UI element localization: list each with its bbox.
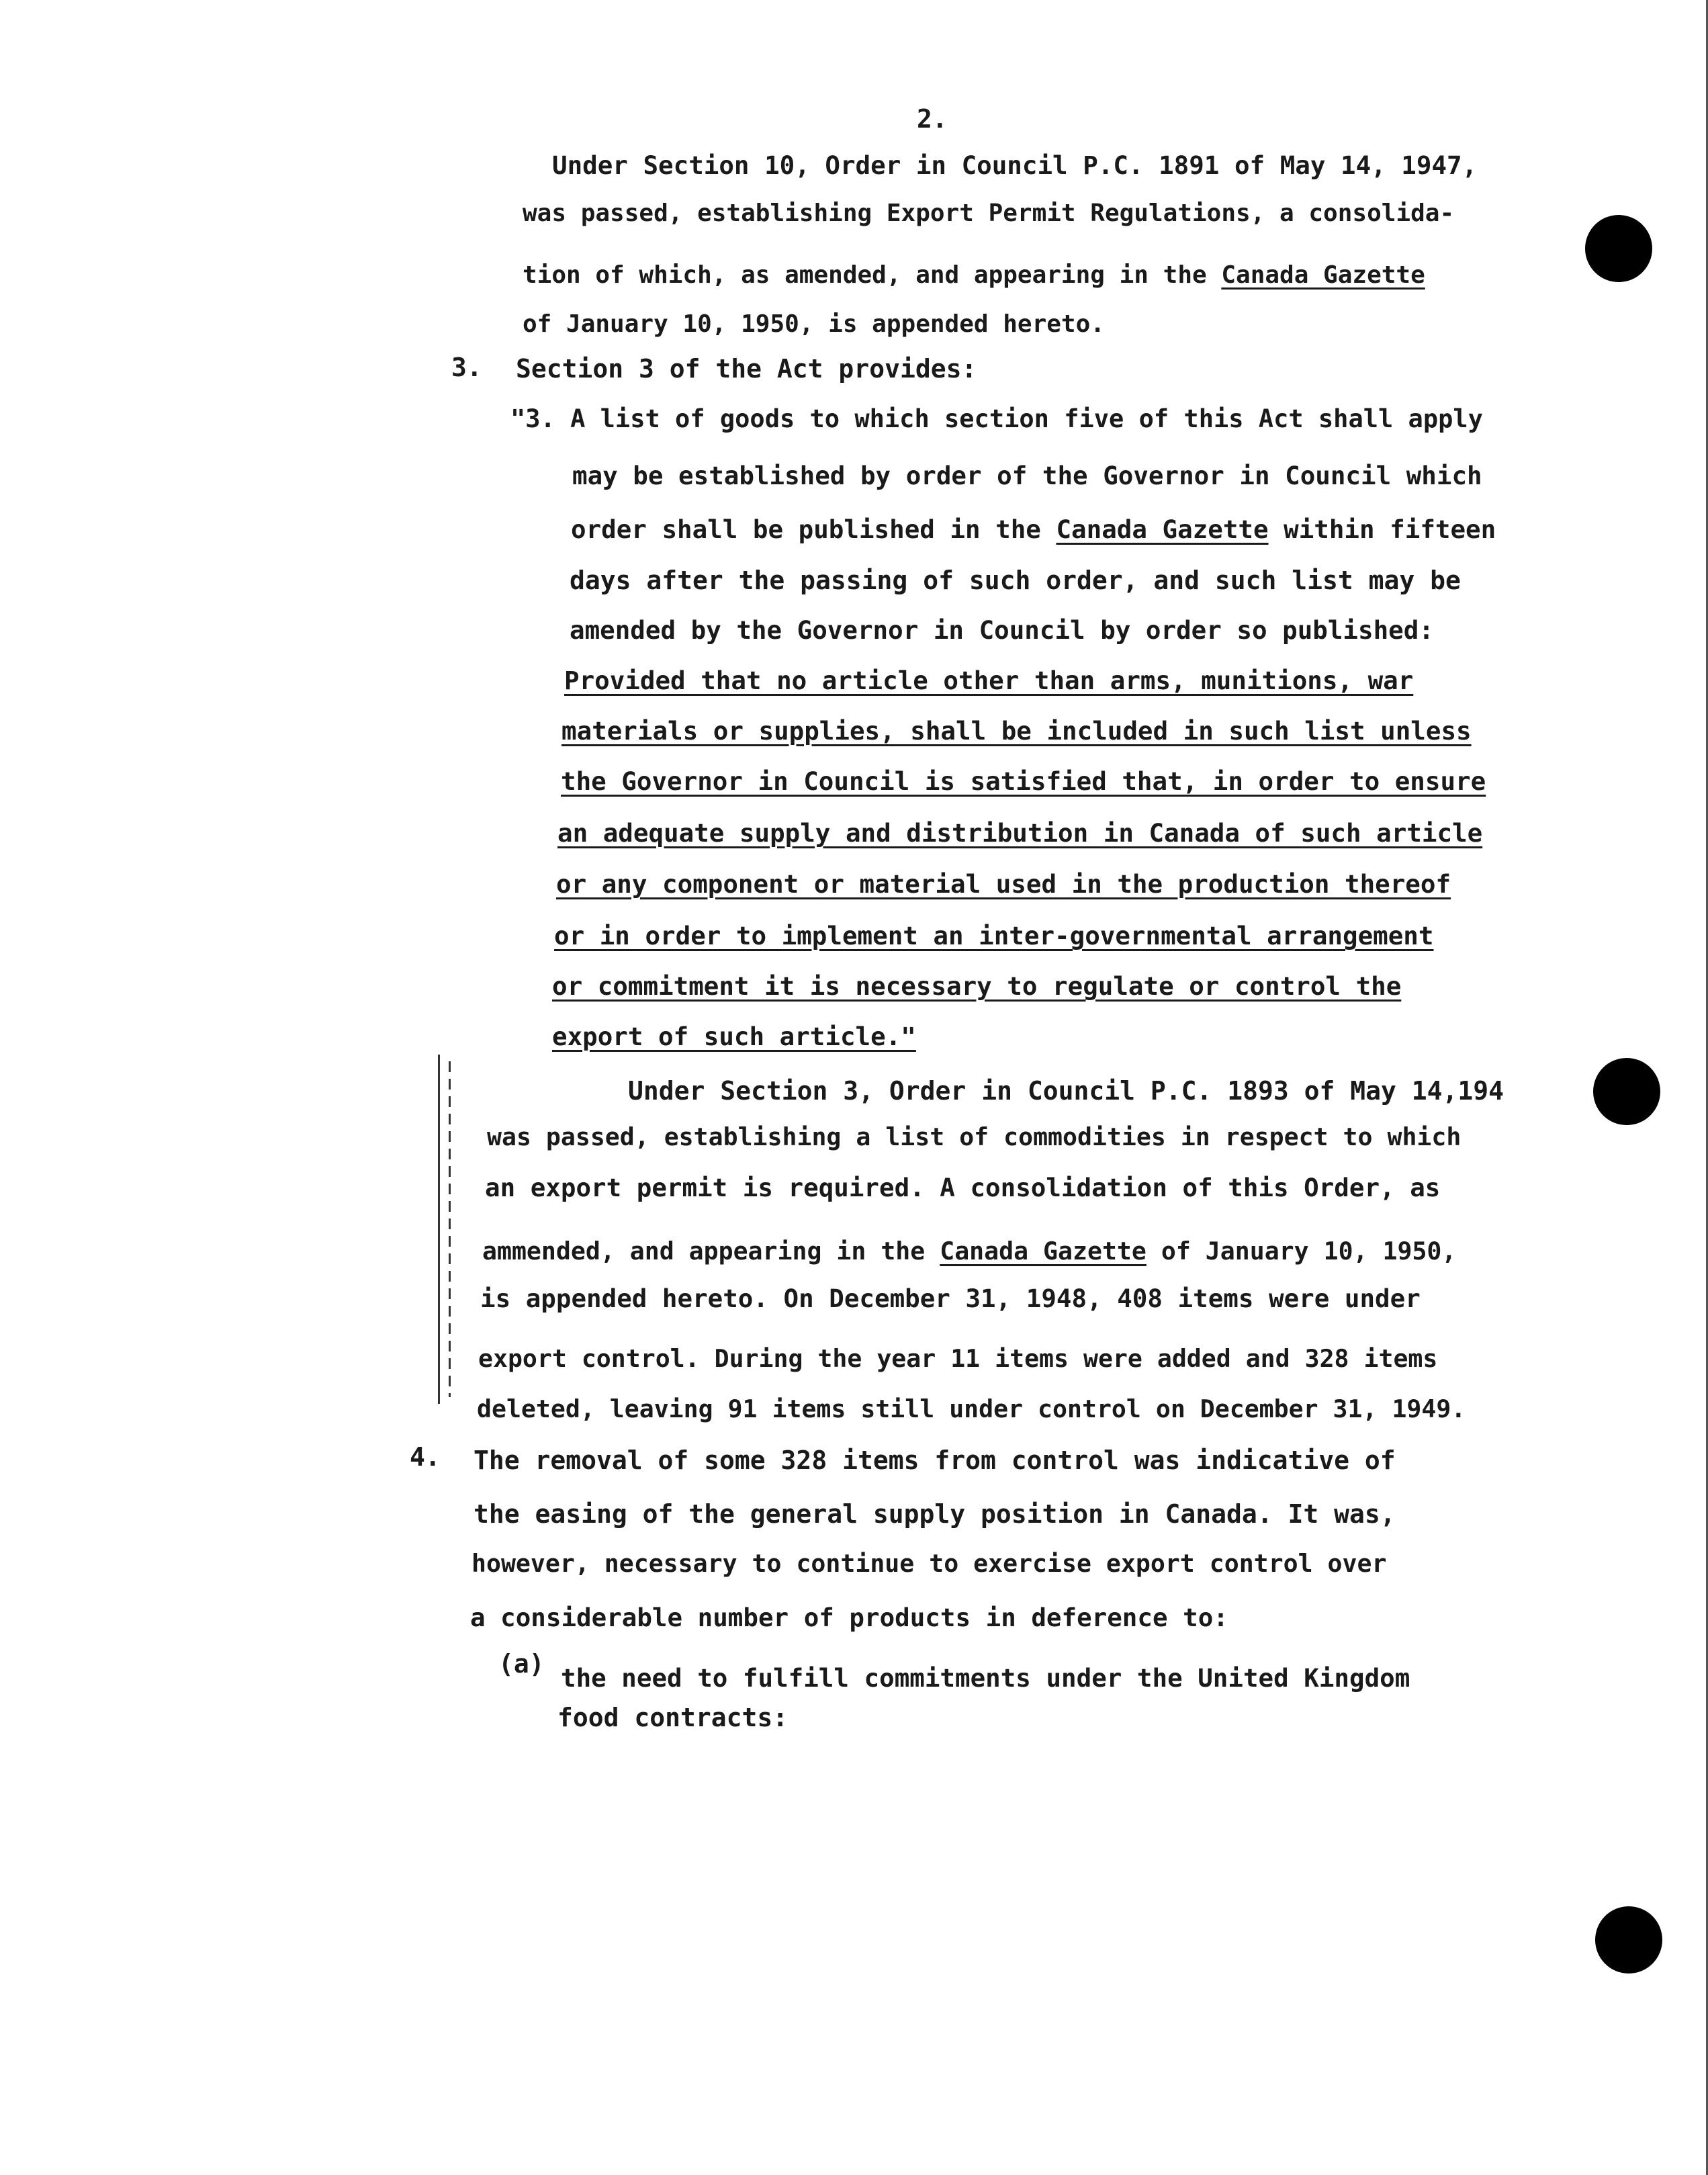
para-line: was passed, establishing Export Permit Regulations, a consolida- bbox=[523, 199, 1455, 227]
item-line: food contracts: bbox=[557, 1703, 789, 1732]
para-text: tion of which, as amended, and appearing in the bbox=[523, 261, 1222, 289]
section-4-line: The removal of some 328 items from control was indicative of bbox=[474, 1446, 1396, 1475]
item-label: (a) bbox=[498, 1649, 545, 1679]
proviso-line: or any component or material used in the production thereof bbox=[556, 869, 1451, 899]
section-intro: Section 3 of the Act provides: bbox=[516, 354, 977, 384]
canada-gazette-title: Canada Gazette bbox=[940, 1237, 1147, 1266]
followup-line: was passed, establishing a list of commodities in respect to which bbox=[487, 1122, 1462, 1151]
quote-line: may be established by order of the Governor in Council which bbox=[572, 461, 1482, 490]
proviso-line: Provided that no article other than arms, munitions, war bbox=[564, 666, 1414, 695]
quote-line: days after the passing of such order, and such list may be bbox=[570, 566, 1461, 595]
quote-line: "3. A list of goods to which section five of this Act shall apply bbox=[510, 404, 1483, 433]
section-4-line: a considerable number of products in deference to: bbox=[470, 1603, 1228, 1632]
quote-line bbox=[571, 517, 1496, 543]
quote-line: amended by the Governor in Council by order so published: bbox=[570, 615, 1434, 645]
margin-mark-line-dashed bbox=[449, 1061, 451, 1397]
followup-line: an export permit is required. A consolidation of this Order, as bbox=[485, 1173, 1441, 1202]
proviso-line: or commitment it is necessary to regulate or control the bbox=[552, 971, 1402, 1001]
canada-gazette-title: Canada Gazette bbox=[1221, 261, 1425, 289]
canada-gazette-title: Canada Gazette bbox=[1056, 515, 1269, 544]
proviso-line: materials or supplies, shall be included in such list unless bbox=[561, 716, 1472, 746]
punch-hole-top bbox=[1585, 215, 1652, 282]
quote-text: within fifteen bbox=[1268, 515, 1496, 544]
section-4-line: the easing of the general supply position in Canada. It was, bbox=[474, 1499, 1396, 1529]
margin-mark-line bbox=[438, 1055, 440, 1404]
followup-text: ammended, and appearing in the bbox=[482, 1237, 940, 1266]
punch-hole-bottom bbox=[1595, 1906, 1662, 1973]
followup-line: export control. During the year 11 items were added and 328 items bbox=[478, 1344, 1438, 1373]
punch-hole-middle bbox=[1593, 1058, 1660, 1125]
section-4-line: however, necessary to continue to exercise export control over bbox=[471, 1549, 1387, 1578]
section-number: 4. bbox=[410, 1442, 441, 1472]
followup-text: of January 10, 1950, bbox=[1146, 1237, 1457, 1266]
followup-line: is appended hereto. On December 31, 1948, 408 items were under bbox=[480, 1284, 1421, 1313]
para-line: of January 10, 1950, is appended hereto. bbox=[523, 310, 1105, 338]
proviso-line: an adequate supply and distribution in Canada of such article bbox=[557, 818, 1483, 848]
page-number: 2. bbox=[917, 104, 948, 134]
proviso-line: export of such article." bbox=[552, 1022, 916, 1051]
proviso-line: or in order to implement an inter-governmental arrangement bbox=[554, 921, 1434, 950]
followup-line: deleted, leaving 91 items still under control on December 31, 1949. bbox=[477, 1394, 1466, 1423]
item-line: the need to fulfill commitments under the United Kingdom bbox=[561, 1663, 1410, 1693]
quote-text: order shall be published in the bbox=[571, 515, 1057, 544]
section-number: 3. bbox=[451, 353, 482, 382]
para-line: Under Section 10, Order in Council P.C. 1891 of May 14, 1947, bbox=[552, 150, 1478, 180]
para-line bbox=[523, 263, 1425, 287]
followup-line: Under Section 3, Order in Council P.C. 1893 of May 14,194 bbox=[628, 1076, 1504, 1106]
followup-line bbox=[482, 1239, 1456, 1264]
proviso-line: the Governor in Council is satisfied that, in order to ensure bbox=[561, 766, 1486, 796]
